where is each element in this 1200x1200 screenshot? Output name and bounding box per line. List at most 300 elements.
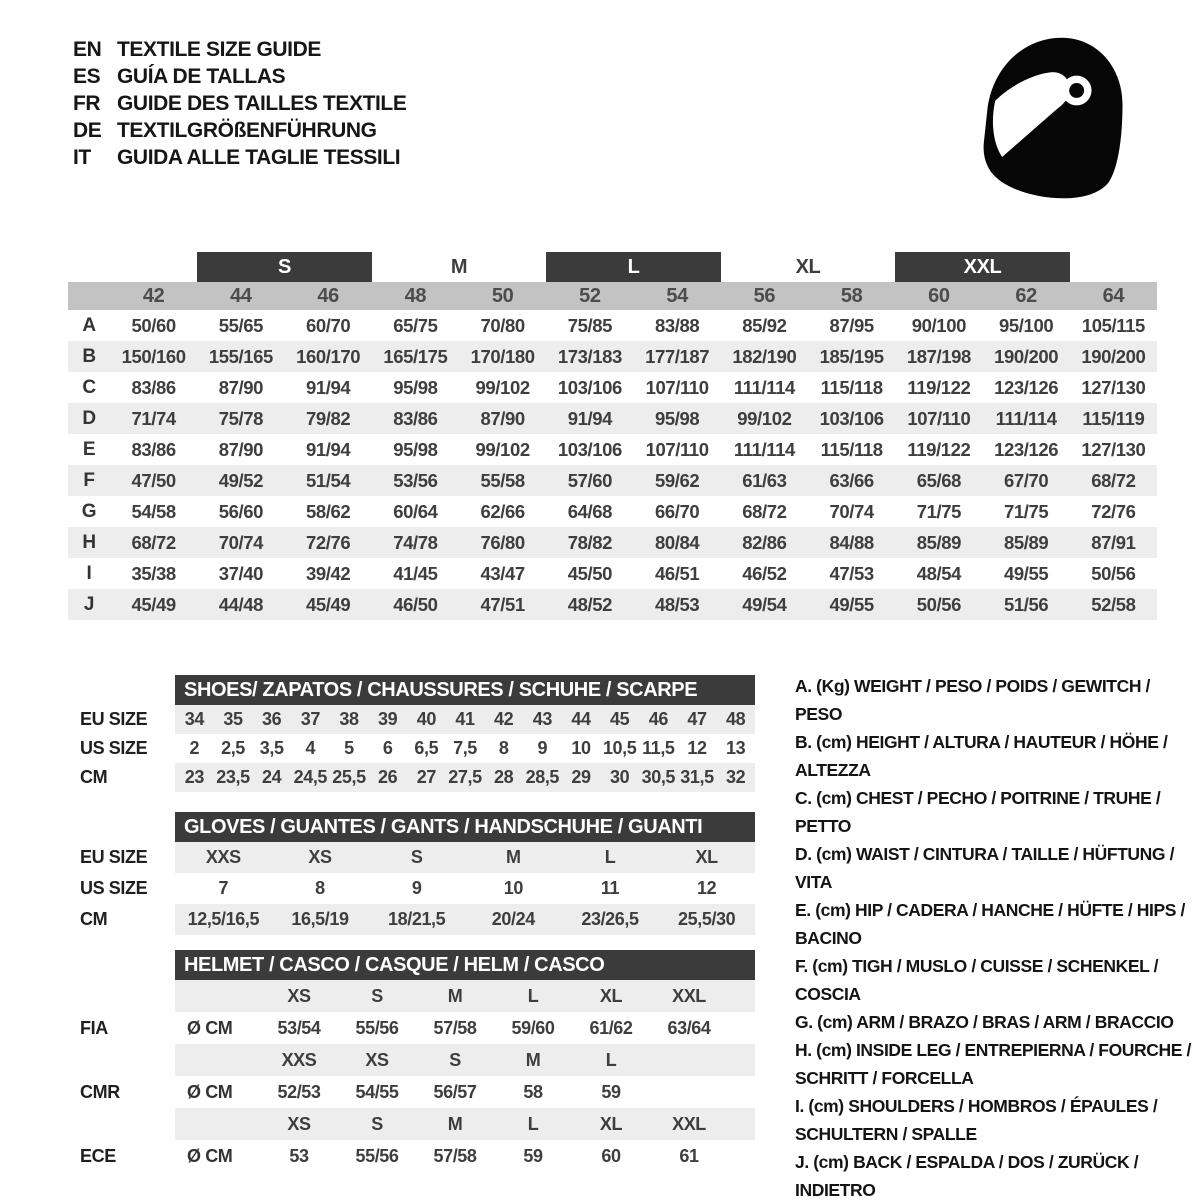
measurement-row [68,403,1157,434]
diameter-unit-label: Ø CM [187,1145,233,1166]
measurement-value: 74/78 [393,531,438,553]
size-value: 45 [610,709,630,729]
measurement-legend [795,672,1195,1200]
legend-item: A. (Kg) WEIGHT / PESO / POIDS / GEWITCH / PESO [795,676,1150,724]
measurement-value: 87/90 [480,407,525,429]
language-block [73,36,406,171]
measurement-value: 49/52 [218,469,264,491]
measurement-row [68,341,1157,372]
helmet-size-value: 61 [679,1145,699,1166]
size-value: 10 [503,878,523,898]
size-value: 26 [378,767,398,787]
size-value: 7 [218,878,229,898]
size-row-label: US SIZE [80,878,148,898]
measurement-value: 50/56 [1091,562,1136,584]
size-value: 16,5/19 [291,909,349,929]
size-value: 5 [344,738,354,758]
size-value: 25,5/30 [678,909,736,929]
size-value: 9 [537,738,548,758]
language-code: EN [73,37,102,61]
measurement-value: 37/40 [218,562,264,584]
measurement-value: 47/53 [829,562,874,584]
measurement-value: 49/54 [742,593,787,615]
helmet-size-value: 53 [289,1145,309,1166]
measurement-row-label: B [82,345,96,367]
helmet-size-label: XXL [672,985,706,1006]
measurement-value: 79/82 [305,407,351,429]
measurement-value: 80/84 [654,531,700,553]
size-value: XL [695,847,718,867]
measurement-value: 62/66 [480,500,525,522]
language-title: TEXTILGRÖßENFÜHRUNG [117,118,377,142]
measurement-value: 127/130 [1081,438,1146,460]
measurement-value: 95/100 [999,314,1054,336]
measurement-value: 115/119 [1082,407,1145,429]
measurement-value: 61/63 [742,469,787,491]
measurement-value: 173/183 [557,345,622,367]
measurement-value: 111/114 [995,407,1057,429]
measurement-value: 58/62 [305,500,351,522]
measurement-value: 39/42 [305,562,351,584]
measurement-value: 51/56 [1003,593,1049,615]
measurement-row [68,310,1157,341]
standard-label: ECE [80,1145,116,1166]
size-value: 23 [184,767,204,787]
measurement-value: 87/91 [1091,531,1136,553]
size-value: 37 [300,709,320,729]
language-title: GUIDA ALLE TAGLIE TESSILI [117,145,401,169]
measurement-value: 91/94 [305,376,351,398]
helmet-size-label: XS [287,985,311,1006]
size-value: 11,5 [642,738,675,758]
measurement-value: 107/110 [645,438,709,460]
helmet-size-value: 61/62 [589,1017,633,1038]
measurement-row [68,527,1157,558]
measurement-value: 52/58 [1091,593,1136,615]
numeric-size-header-row [68,282,1157,310]
language-code: IT [73,145,91,169]
measurement-value: 48/53 [654,593,700,615]
helmet-value-cells [175,1140,755,1172]
measurement-value: 65/75 [393,314,438,336]
size-value: 34 [184,709,204,729]
measurement-value: 84/88 [829,531,874,553]
legend-item: B. (cm) HEIGHT / ALTURA / HAUTEUR / HÖHE / ALTEZZA [795,732,1168,780]
measurement-value: 82/86 [742,531,787,553]
measurement-value: 71/75 [916,500,962,522]
measurement-value: 72/76 [305,531,351,553]
measurement-value: 70/80 [480,314,525,336]
helmet-size-header-row [80,1044,755,1076]
measurement-value: 87/90 [218,438,264,460]
size-value: 12 [697,878,717,898]
measurement-value: 53/56 [393,469,438,491]
measurement-value: 155/165 [208,345,273,367]
measurement-value: 111/114 [733,438,795,460]
measurement-value: 47/50 [131,469,176,491]
measurement-value: 45/50 [567,562,613,584]
helmet-size-value: 56/57 [433,1081,477,1102]
measurement-row [68,589,1157,620]
measurement-value: 190/200 [1081,345,1146,367]
measurement-value: 160/170 [296,345,361,367]
measurement-value: 76/80 [480,531,525,553]
measurement-row-label: D [82,407,96,429]
size-value: S [410,847,423,867]
measurement-row-label: G [81,500,97,522]
measurement-value: 182/190 [732,345,797,367]
measurement-value: 45/49 [305,593,351,615]
size-value: 23,5 [216,767,250,787]
measurement-value: 83/86 [393,407,438,429]
measurement-value: 119/122 [907,438,971,460]
size-value: 12 [687,738,707,758]
size-row-label: US SIZE [80,738,148,758]
measurement-row-label: F [83,469,95,491]
numeric-size-header: 62 [1015,284,1037,307]
measurement-value: 64/68 [567,500,613,522]
measurement-value: 48/54 [916,562,962,584]
language-row [73,117,406,144]
gloves-size-table [80,812,755,935]
measurement-value: 103/106 [557,438,622,460]
numeric-size-header: 46 [317,284,339,307]
measurement-value: 45/49 [131,593,176,615]
helmet-size-label: L [605,1049,617,1070]
measurement-row [68,372,1157,403]
measurement-value: 75/85 [567,314,613,336]
size-value: 30,5 [641,767,676,787]
measurement-value: 44/48 [218,593,264,615]
size-row-label: EU SIZE [80,847,148,867]
measurement-value: 111/114 [733,376,795,398]
measurement-value: 103/106 [557,376,622,398]
helmet-size-label: S [449,1049,461,1070]
helmet-value-row [80,1140,755,1172]
measurement-value: 83/88 [654,314,700,336]
helmet-size-label: S [371,1113,383,1134]
size-value: 8 [498,738,509,758]
language-row [73,90,406,117]
measurement-value: 83/86 [131,438,176,460]
size-value: 48 [726,709,746,729]
language-title: GUIDE DES TAILLES TEXTILE [117,91,407,115]
main-size-table [68,252,1157,620]
measurement-value: 170/180 [470,345,535,367]
size-value: XS [308,847,332,867]
measurement-value: 95/98 [393,438,438,460]
measurement-row-label: I [86,562,92,584]
measurement-value: 60/70 [305,314,351,336]
size-value: 30 [610,767,630,787]
helmet-size-value: 59 [601,1081,621,1102]
measurement-value: 66/70 [654,500,700,522]
helmet-size-label: XL [599,985,623,1006]
size-row-label: EU SIZE [80,709,148,729]
measurement-value: 67/70 [1003,469,1049,491]
measurement-value: 190/200 [994,345,1059,367]
legend-item: J. (cm) BACK / ESPALDA / DOS / ZURÜCK / INDIETRO [795,1152,1139,1200]
helmet-size-label: XL [599,1113,623,1134]
helmet-size-value: 52/53 [277,1081,321,1102]
size-value: 9 [411,878,422,898]
size-row-cells [175,763,755,792]
measurement-value: 91/94 [567,407,613,429]
size-group-label [1070,252,1157,282]
size-value: 10,5 [602,738,637,758]
measurement-value: 95/98 [393,376,438,398]
measurement-value: 49/55 [829,593,874,615]
size-group-label: XXL [895,252,1070,282]
measurement-value: 55/65 [218,314,264,336]
size-value: 40 [416,709,436,729]
measurement-value: 48/52 [567,593,613,615]
measurement-value: 60/64 [393,500,438,522]
size-value: 35 [223,709,243,729]
numeric-size-header: 48 [404,284,427,307]
size-group-label: M [450,255,468,278]
helmet-size-label: XXL [672,1113,706,1134]
measurement-value: 115/118 [820,438,883,460]
measurement-value: 165/175 [383,345,448,367]
size-group-label: XL [795,255,821,278]
measurement-row-label: A [82,314,96,336]
size-value: 25,5 [332,767,366,787]
diameter-unit-label: Ø CM [187,1081,233,1102]
size-value: XXS [205,847,241,867]
measurement-value: 87/90 [218,376,264,398]
measurement-value: 123/126 [994,376,1059,398]
measurement-value: 70/74 [218,531,264,553]
size-value: 38 [339,709,359,729]
size-group-label: S [197,252,372,282]
measurement-value: 127/130 [1081,376,1146,398]
helmet-size-header-row [80,980,755,1012]
size-table-row [80,904,755,935]
helmet-size-value: 59 [523,1145,543,1166]
language-code: DE [73,118,102,142]
measurement-value: 99/102 [475,438,530,460]
measurement-row [68,558,1157,589]
size-value: 27,5 [448,767,482,787]
measurement-row-label: E [82,438,96,460]
size-value: 41 [455,709,475,729]
size-value: 36 [262,709,282,729]
measurement-value: 103/106 [819,407,884,429]
measurement-value: 85/89 [1003,531,1049,553]
diameter-unit-label: Ø CM [187,1017,233,1038]
size-value: 27 [416,767,436,787]
shoes-size-table [80,675,755,792]
language-row [73,144,406,171]
measurement-value: 46/52 [742,562,787,584]
helmet-size-value: 54/55 [355,1081,399,1102]
size-row-label [80,1108,175,1140]
measurement-row [68,465,1157,496]
helmet-table-body [80,980,755,1172]
size-row-cells [175,873,755,904]
measurement-value: 90/100 [911,314,966,336]
gloves-table-title: GLOVES / GUANTES / GANTS / HANDSCHUHE / GUANTI [175,812,755,842]
size-table-row [80,734,755,763]
size-value: 2 [189,738,200,758]
size-value: M [506,847,521,867]
legend-item: F. (cm) TIGH / MUSLO / CUISSE / SCHENKEL / COSCIA [795,956,1159,1004]
measurement-value: 35/38 [131,562,176,584]
size-value: 3,5 [259,738,284,758]
corner-spacer [68,252,110,282]
size-value: 46 [648,709,668,729]
numeric-size-header: 52 [579,284,601,307]
size-value: 39 [378,709,398,729]
helmet-size-value: 57/58 [433,1017,477,1038]
size-value: 8 [315,878,325,898]
legend-item: D. (cm) WAIST / CINTURA / TAILLE / HÜFTUNG / VITA [795,844,1175,892]
legend-item: E. (cm) HIP / CADERA / HANCHE / HÜFTE / HIPS / BACINO [795,900,1185,948]
helmet-size-label: S [371,985,383,1006]
helmet-table-title: HELMET / CASCO / CASQUE / HELM / CASCO [175,950,755,980]
helmet-size-label: M [525,1049,541,1070]
size-value: 13 [726,738,746,758]
size-row-cells [175,842,755,873]
helmet-size-value: 59/60 [511,1017,555,1038]
measurement-value: 87/95 [829,314,874,336]
standard-label: CMR [80,1081,120,1102]
size-value: 12,5/16,5 [187,909,260,929]
numeric-size-header: 56 [753,284,776,307]
size-value: 4 [305,738,316,758]
measurement-value: 51/54 [305,469,351,491]
legend-item: I. (cm) SHOULDERS / HOMBROS / ÉPAULES / SCHULTERN / SPALLE [795,1096,1158,1144]
measurement-value: 99/102 [737,407,792,429]
numeric-size-header: 54 [666,284,688,307]
language-code: ES [73,64,101,88]
helmet-size-label: M [447,1113,463,1134]
measurement-value: 50/56 [916,593,962,615]
size-value: 29 [571,767,591,787]
size-value: 7,5 [453,738,477,758]
size-group-label: L [546,252,721,282]
measurement-value: 65/68 [916,469,962,491]
size-value: 44 [571,709,591,729]
helmet-size-value: 58 [523,1081,543,1102]
measurement-value: 95/98 [654,407,700,429]
measurement-row-label: H [82,531,96,553]
measurement-value: 107/110 [907,407,971,429]
numeric-size-header: 64 [1102,284,1125,307]
measurement-row-label: J [83,593,95,615]
measurement-value: 71/75 [1003,500,1049,522]
measurement-value: 119/122 [907,376,971,398]
size-row-cells [175,705,755,734]
measurement-value: 72/76 [1091,500,1136,522]
helmet-size-table [80,950,755,1172]
size-value: 11 [600,878,620,898]
legend-item: C. (cm) CHEST / PECHO / POITRINE / TRUHE / PETTO [795,788,1161,836]
language-title: TEXTILE SIZE GUIDE [117,37,321,61]
measurement-value: 41/45 [393,562,438,584]
measurement-row [68,496,1157,527]
measurement-row [68,434,1157,465]
size-row-label: CM [80,909,108,929]
size-row-cells [175,734,755,763]
measurement-value: 123/126 [994,438,1059,460]
measurement-value: 56/60 [218,500,264,522]
size-value: 42 [494,709,514,729]
measurement-value: 49/55 [1003,562,1049,584]
measurement-value: 99/102 [475,376,530,398]
measurement-value: 43/47 [480,562,525,584]
size-value: 10 [571,738,591,758]
language-code: FR [73,91,101,115]
numeric-size-header: 50 [491,284,514,307]
helmet-size-value: 57/58 [433,1145,477,1166]
size-value: 6 [382,738,393,758]
measurement-value: 107/110 [645,376,709,398]
helmet-size-label: M [447,985,463,1006]
size-group-header-row [68,252,1157,282]
measurement-value: 85/92 [742,314,787,336]
helmet-value-cells [175,1012,755,1044]
language-row [73,36,406,63]
measurement-row-label: C [82,376,96,398]
size-table-row [80,705,755,734]
size-value: 28,5 [525,767,560,787]
helmet-size-value: 63/64 [667,1017,711,1038]
size-table-row [80,873,755,904]
size-table-row [80,763,755,792]
measurement-value: 46/50 [393,593,438,615]
measurement-value: 46/51 [654,562,700,584]
size-row-label [80,980,175,1012]
measurement-value: 68/72 [742,500,787,522]
measurement-value: 68/72 [131,531,176,553]
helmet-value-cells [175,1076,755,1108]
measurement-value: 71/74 [131,407,176,429]
helmet-value-row [80,1076,755,1108]
shoes-table-title: SHOES/ ZAPATOS / CHAUSSURES / SCHUHE / SCARPE [175,675,755,705]
measurement-value: 105/115 [1081,314,1145,336]
size-value: 6,5 [414,738,439,758]
measurement-value: 83/86 [131,376,176,398]
helmet-size-header-cells [175,1108,755,1140]
measurement-value: 50/60 [131,314,176,336]
measurement-value: 85/89 [916,531,962,553]
size-value: L [604,847,616,867]
helmet-size-header-row [80,1108,755,1140]
size-value: 31,5 [680,767,714,787]
measurement-value: 187/198 [906,345,971,367]
numeric-size-header: 58 [840,284,863,307]
measurement-value: 177/187 [645,345,710,367]
measurement-value: 63/66 [829,469,874,491]
helmet-size-value: 60 [601,1145,621,1166]
helmet-size-label: L [527,1113,539,1134]
measurement-value: 150/160 [121,345,186,367]
numeric-size-header: 60 [928,284,950,307]
standard-label: FIA [80,1017,108,1038]
helmet-size-label: XS [365,1049,389,1070]
size-value: 47 [687,709,707,729]
size-value: 24,5 [293,767,328,787]
helmet-size-value: 55/56 [355,1017,399,1038]
size-value: 24 [262,767,282,787]
helmet-size-label: L [527,985,539,1006]
size-value: 18/21,5 [388,909,446,929]
size-group-label [110,252,197,282]
numeric-size-header: 44 [230,284,252,307]
size-value: 32 [726,767,746,787]
